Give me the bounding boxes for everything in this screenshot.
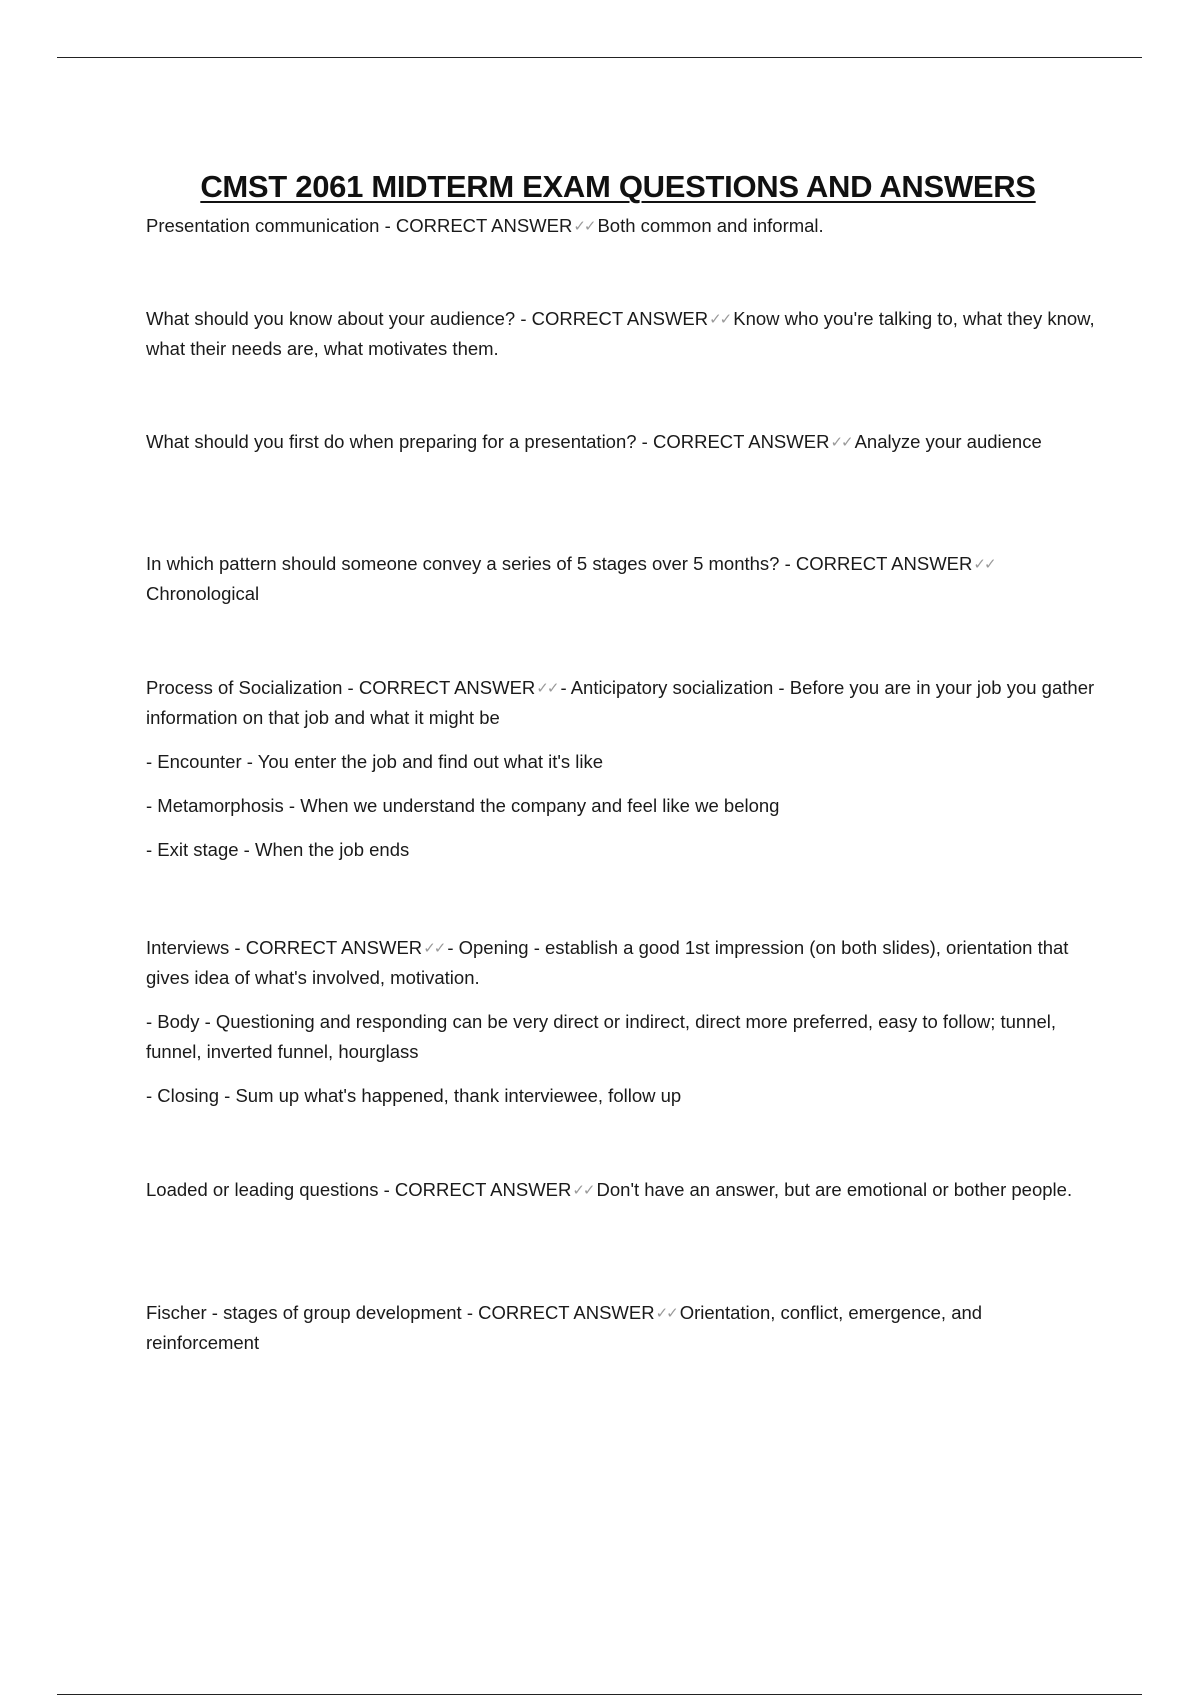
page-title: CMST 2061 MIDTERM EXAM QUESTIONS AND ANSWERS xyxy=(200,168,1036,204)
qa-line: - Encounter - You enter the job and find out what it's like xyxy=(146,751,604,772)
checkmark-icon: ✓✓ xyxy=(573,217,595,235)
qa-line: - Exit stage - When the job ends xyxy=(146,839,410,860)
qa-line: Interviews - CORRECT ANSWER✓✓ - Opening - establish a good 1st impression (on both slides), orientation that gives idea of what's involved, motivation. xyxy=(146,933,1096,993)
qa-line: Process of Socialization - CORRECT ANSWER✓✓ - Anticipatory socialization - Before you are in your job you gather information on that job and what it might be xyxy=(146,673,1096,733)
qa-item xyxy=(146,304,1096,364)
checkmark-icon: ✓✓ xyxy=(709,310,731,328)
qa-line: In which pattern should someone convey a series of 5 stages over 5 months? - CORRECT ANSWER✓✓Chronological xyxy=(146,549,1096,609)
checkmark-icon: ✓✓ xyxy=(423,939,445,957)
checkmark-icon: ✓✓ xyxy=(830,433,852,451)
qa-line: Loaded or leading questions - CORRECT ANSWER✓✓ Don't have an answer, but are emotional or bother people. xyxy=(146,1175,1096,1205)
qa-line: - Metamorphosis - When we understand the company and feel like we belong xyxy=(146,795,780,816)
qa-item xyxy=(146,1175,1096,1205)
checkmark-icon: ✓✓ xyxy=(572,1181,594,1199)
qa-item xyxy=(146,549,1096,609)
checkmark-icon: ✓✓ xyxy=(655,1304,677,1322)
qa-item xyxy=(146,427,1096,457)
qa-item xyxy=(146,211,1096,241)
qa-line: Fischer - stages of group development - CORRECT ANSWER✓✓ Orientation, conflict, emergence, and reinforcement xyxy=(146,1298,1096,1358)
qa-item xyxy=(146,673,1096,865)
checkmark-icon: ✓✓ xyxy=(973,555,995,573)
qa-line: - Closing - Sum up what's happened, thank interviewee, follow up xyxy=(146,1085,682,1106)
checkmark-icon: ✓✓ xyxy=(536,679,558,697)
qa-line: - Body - Questioning and responding can be very direct or indirect, direct more preferred, easy to follow; tunnel, funnel, inverted funnel, hourglass xyxy=(146,1011,1057,1062)
qa-line: What should you first do when preparing for a presentation? - CORRECT ANSWER✓✓ Analyze your audience xyxy=(146,427,1096,457)
qa-item xyxy=(146,1298,1096,1358)
qa-line: Presentation communication - CORRECT ANSWER✓✓ Both common and informal. xyxy=(146,211,1096,241)
qa-item xyxy=(146,933,1096,1111)
qa-line: What should you know about your audience? - CORRECT ANSWER✓✓ Know who you're talking to, what they know, what their needs are, what motivates them. xyxy=(146,304,1096,364)
bottom-rule xyxy=(57,1694,1142,1695)
top-rule xyxy=(57,57,1142,58)
